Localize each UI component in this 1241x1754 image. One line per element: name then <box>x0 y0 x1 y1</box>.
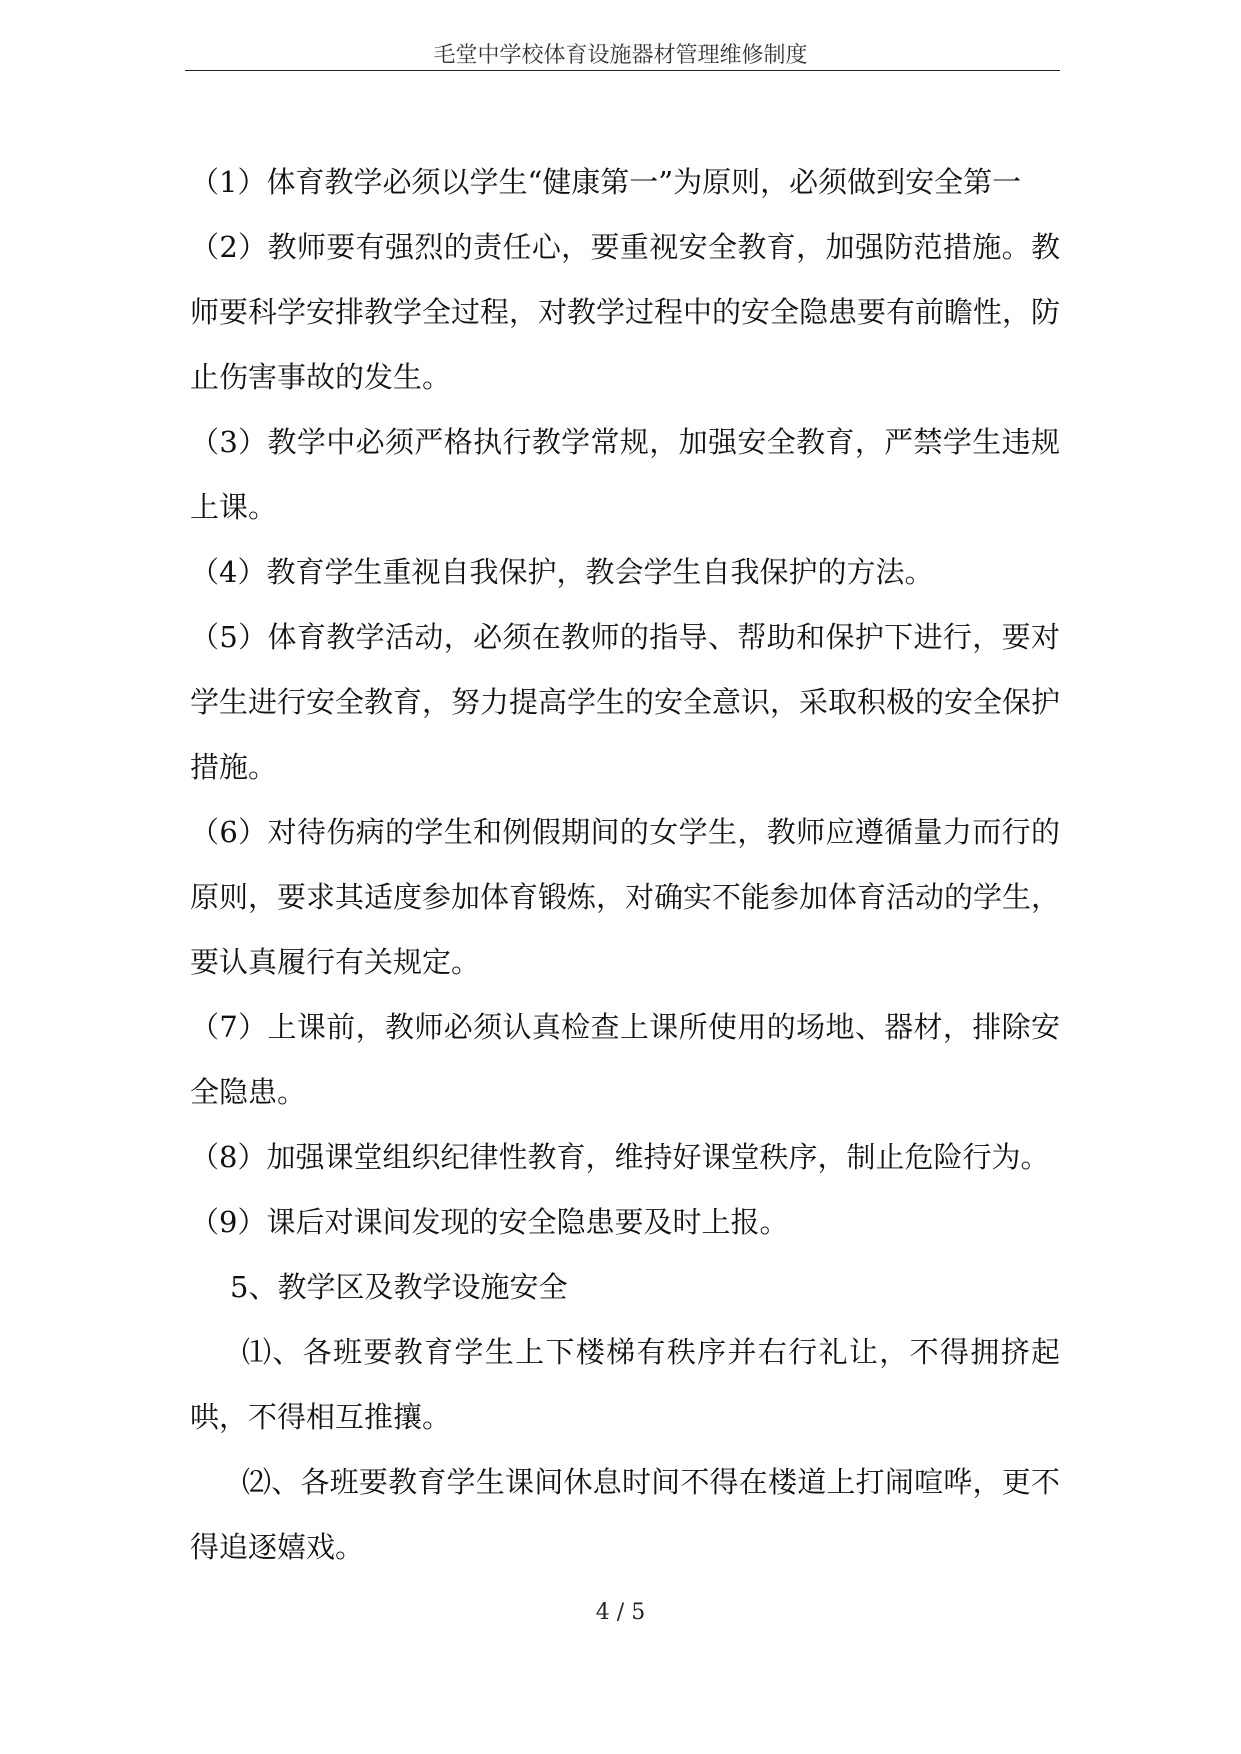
paragraph-item-stairs: ⑴、各班要教育学生上下楼梯有秩序并右行礼让，不得拥挤起哄，不得相互推攘。 <box>190 1335 1060 1434</box>
paragraph-item-1: （1）体育教学必须以学生“健康第一”为原则，必须做到安全第一 <box>190 165 1022 199</box>
paragraph-item-6: （6）对待伤病的学生和例假期间的女学生，教师应遵循量力而行的原则，要求其适度参加体育锻炼，对确实不能参加体育活动的学生，要认真履行有关规定。 <box>190 815 1061 979</box>
paragraph-item-3: （3）教学中必须严格执行教学常规，加强安全教育，严禁学生违规上课。 <box>190 425 1060 524</box>
page-number: 4 / 5 <box>595 1600 646 1625</box>
paragraph-item-8: （8）加强课堂组织纪律性教育，维持好课堂秩序，制止危险行为。 <box>190 1140 1050 1174</box>
section-heading: 5、教学区及教学设施安全 <box>230 1270 568 1304</box>
paragraph-item-5: （5）体育教学活动，必须在教师的指导、帮助和保护下进行，要对学生进行安全教育，努力提高学生的安全意识，采取积极的安全保护措施。 <box>190 620 1061 784</box>
paragraph-item-7: （7）上课前，教师必须认真检查上课所使用的场地、器材，排除安全隐患。 <box>190 1010 1060 1109</box>
header-divider <box>185 70 1060 71</box>
page-header-title: 毛堂中学校体育设施器材管理维修制度 <box>433 43 808 68</box>
document-body <box>190 150 1060 1580</box>
paragraph-item-9: （9）课后对课间发现的安全隐患要及时上报。 <box>190 1205 789 1239</box>
paragraph-item-2: （2）教师要有强烈的责任心，要重视安全教育，加强防范措施。教师要科学安排教学全过程，对教学过程中的安全隐患要有前瞻性，防止伤害事故的发生。 <box>190 230 1061 394</box>
paragraph-item-corridor: ⑵、各班要教育学生课间休息时间不得在楼道上打闹喧哗，更不得追逐嬉戏。 <box>190 1465 1060 1564</box>
paragraph-item-4: （4）教育学生重视自我保护，教会学生自我保护的方法。 <box>190 555 934 589</box>
